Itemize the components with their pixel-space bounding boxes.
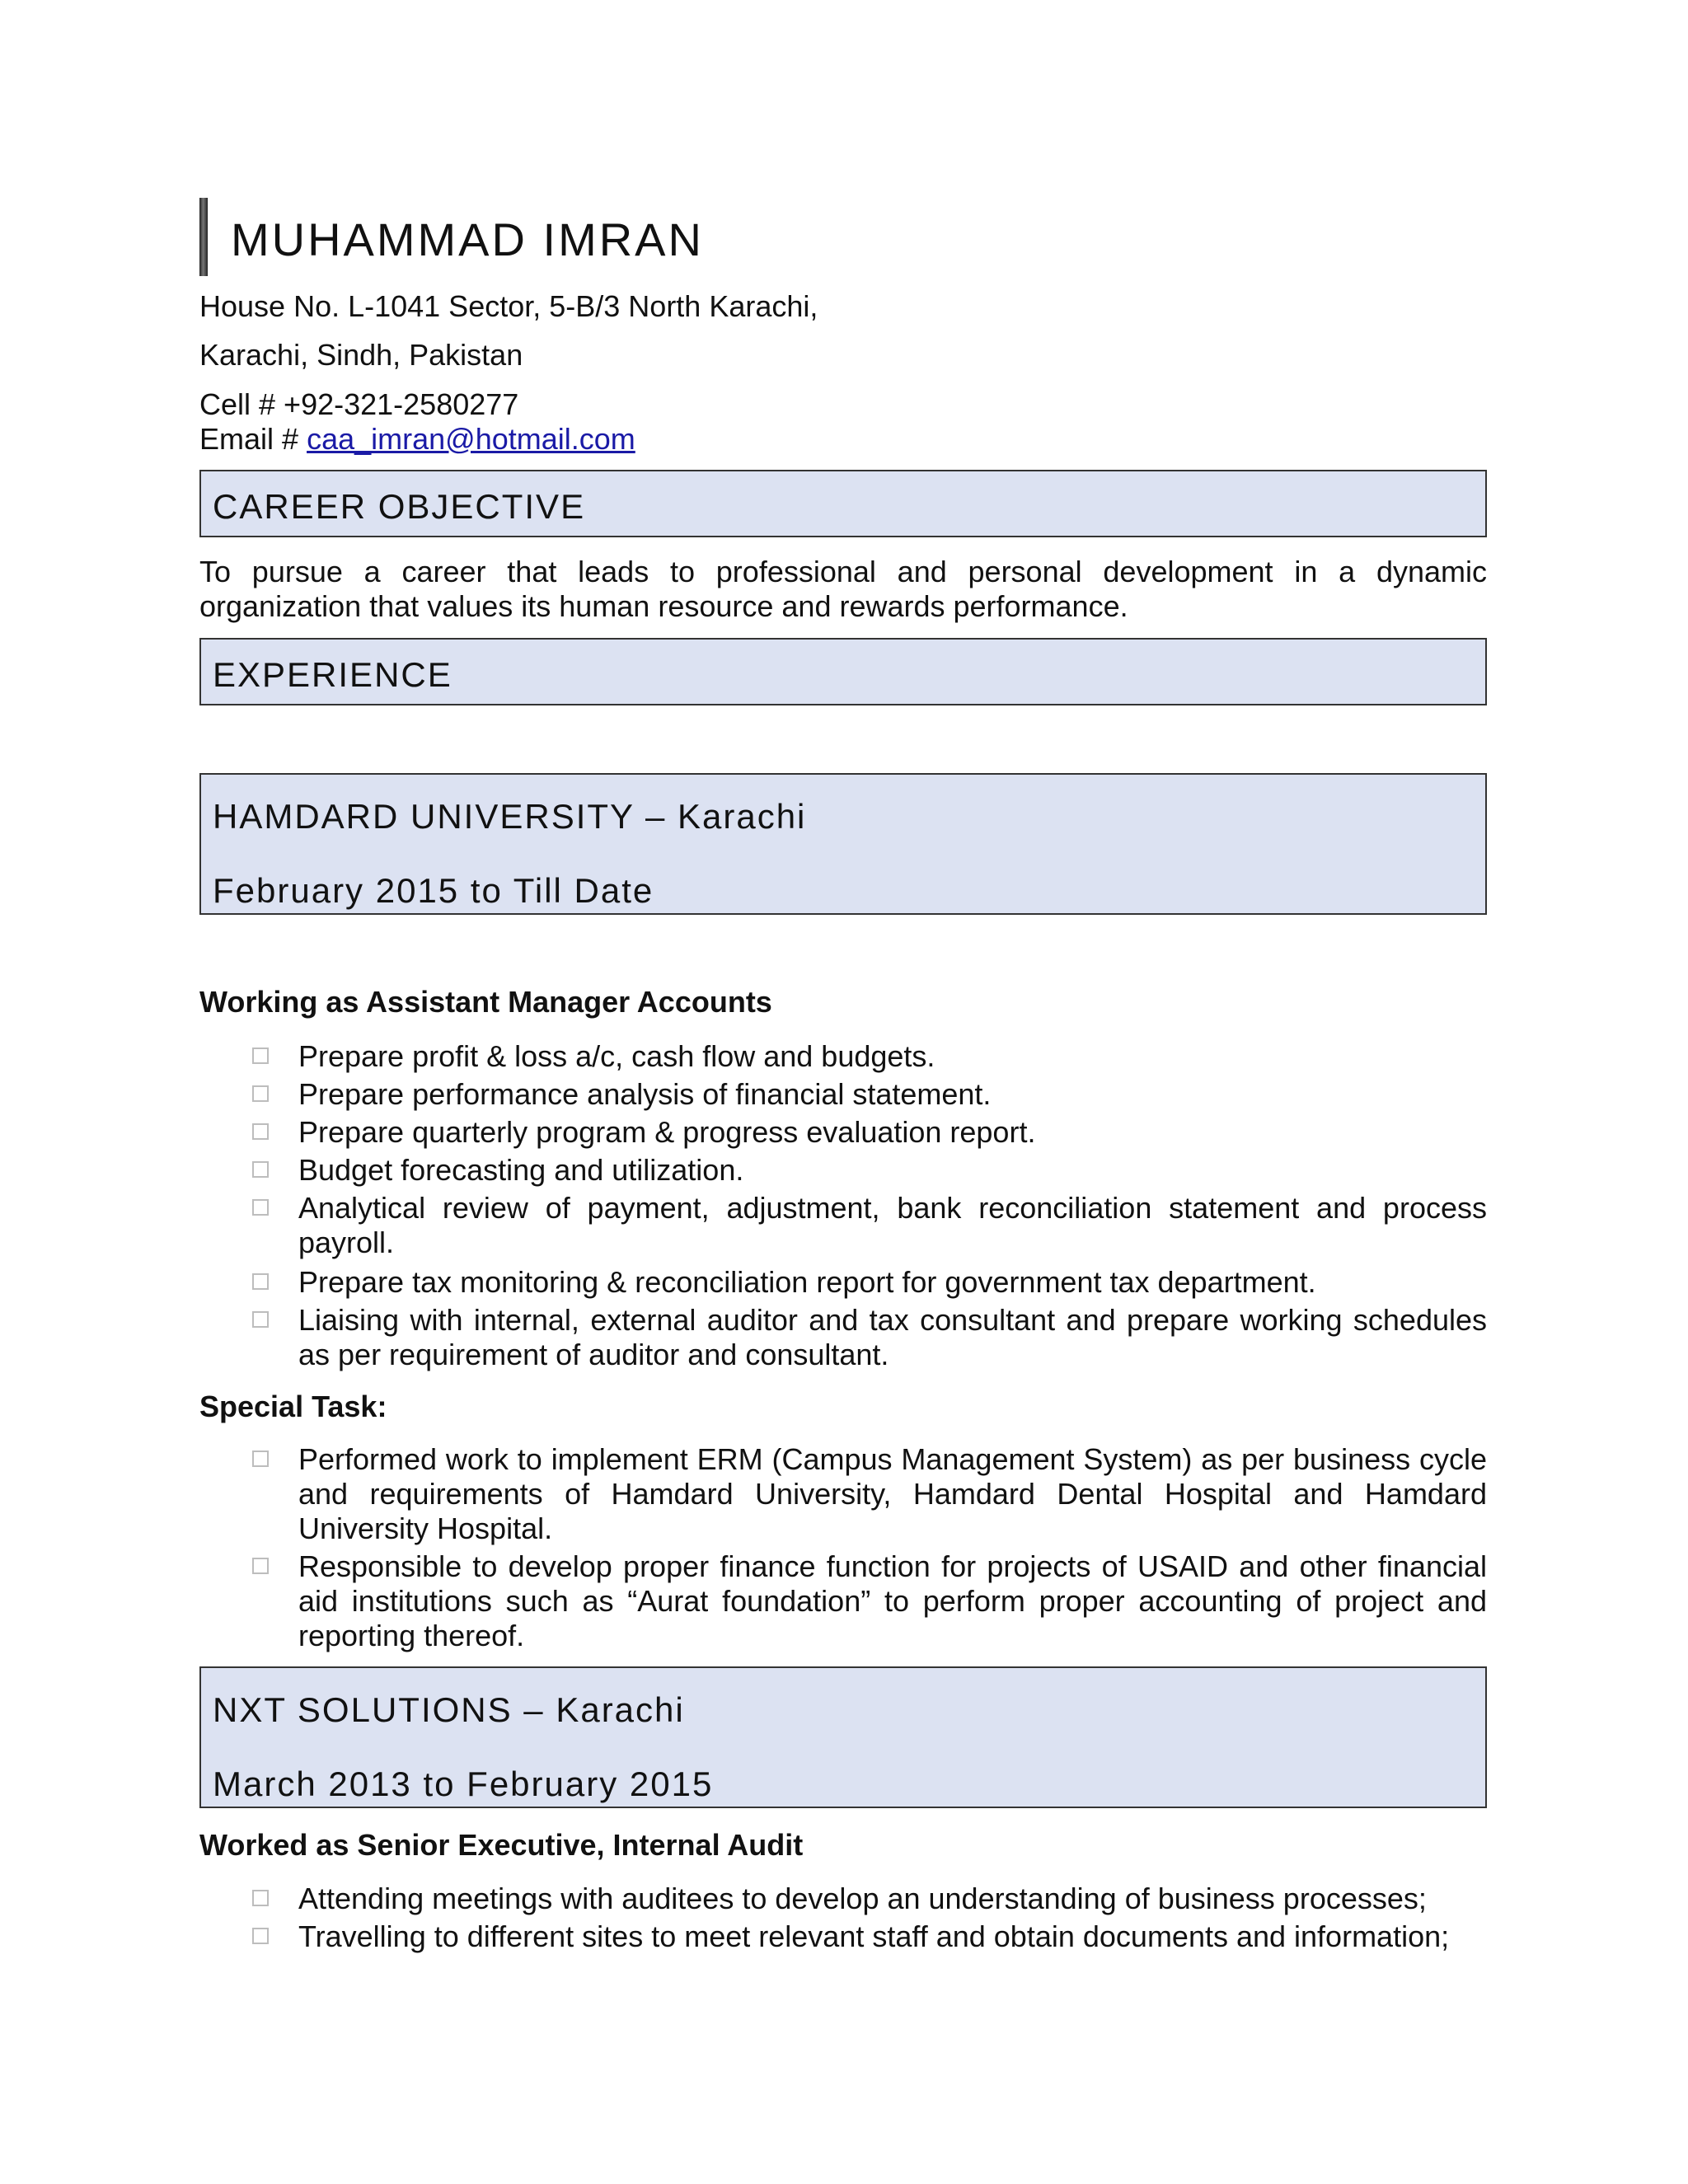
email-link[interactable]: caa_imran@hotmail.com xyxy=(307,422,635,456)
career-objective-text: To pursue a career that leads to professional and personal development in a dynamic organization that values its human resource and rewards performance. xyxy=(199,555,1487,623)
duty-item: Travelling to different sites to meet relevant staff and obtain documents and information; xyxy=(298,1919,1450,1953)
special-task-label: Special Task: xyxy=(199,1390,387,1423)
job-role: Working as Assistant Manager Accounts xyxy=(199,985,772,1019)
experience-title: EXPERIENCE xyxy=(213,655,452,694)
duty-item: Liaising with internal, external auditor and tax consultant and prepare working schedules as per requirement of auditor and consultant. xyxy=(298,1303,1487,1371)
special-task-item: Responsible to develop proper finance function for projects of USAID and other financial aid institutions such as “Aurat foundation” to perform proper accounting of project and reporting thereof. xyxy=(298,1549,1487,1652)
duty-item: Budget forecasting and utilization. xyxy=(298,1153,744,1187)
special-task-item: Performed work to implement ERM (Campus Management System) as per business cycle and requirements of Hamdard University, Hamdard Dental Hospital and Hamdard University Hospital. xyxy=(298,1442,1487,1545)
bullet-icon xyxy=(252,1085,269,1102)
experience-header xyxy=(199,638,1487,705)
duty-item: Prepare tax monitoring & reconciliation report for government tax department. xyxy=(298,1265,1316,1299)
duty-item: Prepare performance analysis of financial statement. xyxy=(298,1077,992,1111)
bullet-icon xyxy=(252,1558,269,1574)
job-header-hamdard xyxy=(199,773,1487,915)
duty-item: Prepare profit & loss a/c, cash flow and budgets. xyxy=(298,1039,935,1073)
candidate-name: MUHAMMAD IMRAN xyxy=(231,213,704,265)
bullet-icon xyxy=(252,1199,269,1216)
name-accent-bar xyxy=(199,198,208,276)
bullet-icon xyxy=(252,1273,269,1290)
bullet-icon xyxy=(252,1161,269,1178)
job-period: February 2015 to Till Date xyxy=(213,871,654,910)
bullet-icon xyxy=(252,1047,269,1064)
duty-item: Attending meetings with auditees to develop an understanding of business processes; xyxy=(298,1882,1427,1915)
bullet-icon xyxy=(252,1451,269,1467)
job-role: Worked as Senior Executive, Internal Audit xyxy=(199,1828,804,1862)
job-header-nxt xyxy=(199,1666,1487,1808)
career-objective-header xyxy=(199,470,1487,537)
job-employer: NXT SOLUTIONS – Karachi xyxy=(213,1690,685,1729)
duty-item: Prepare quarterly program & progress evaluation report. xyxy=(298,1115,1036,1149)
bullet-icon xyxy=(252,1928,269,1944)
bullet-icon xyxy=(252,1123,269,1140)
address-line-1: House No. L-1041 Sector, 5-B/3 North Karachi, xyxy=(199,289,818,323)
job-employer: HAMDARD UNIVERSITY – Karachi xyxy=(213,797,807,836)
duty-item: Analytical review of payment, adjustment, bank reconciliation statement and process payroll. xyxy=(298,1191,1487,1259)
cell-number: Cell # +92-321-2580277 xyxy=(199,387,519,421)
email-line xyxy=(199,424,635,454)
address-line-2: Karachi, Sindh, Pakistan xyxy=(199,338,523,372)
bullet-icon xyxy=(252,1890,269,1906)
job-period: March 2013 to February 2015 xyxy=(213,1765,714,1803)
email-label: Email # xyxy=(199,422,299,456)
career-objective-title: CAREER OBJECTIVE xyxy=(213,487,586,526)
bullet-icon xyxy=(252,1311,269,1328)
